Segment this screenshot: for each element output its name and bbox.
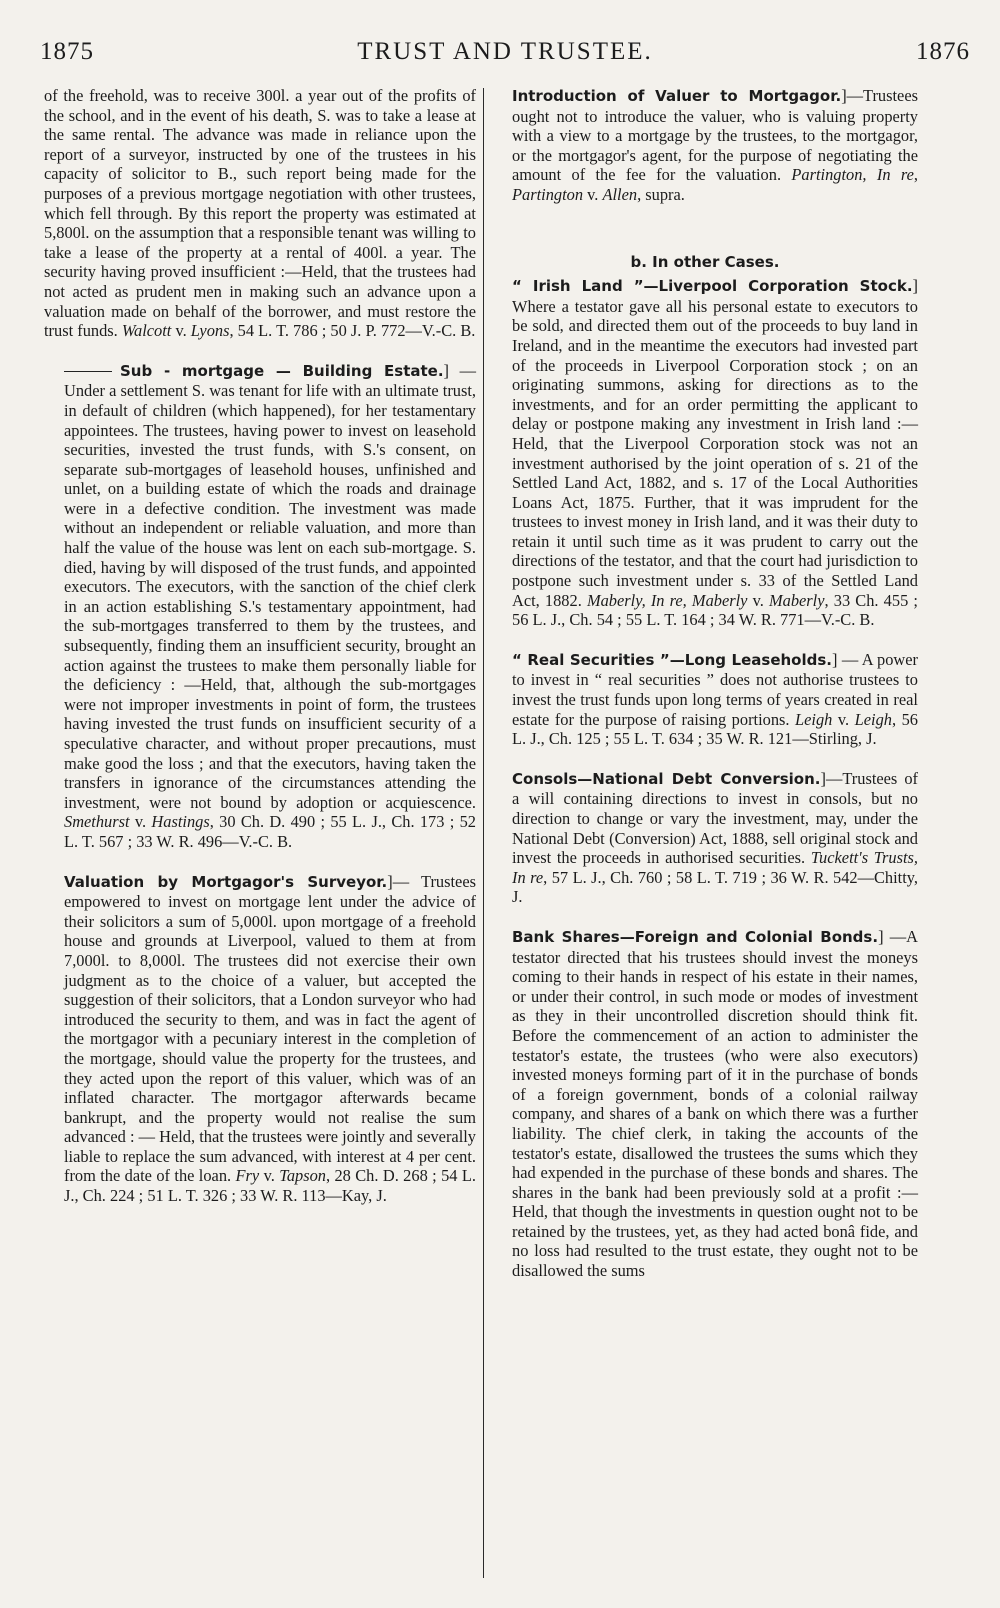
- paragraph-text: ] —A testator directed that his trustees should invest the moneys coming to their hands in respect of his estate in their names, or under their control, in such mode or modes of investment as they in their uncontrolled discretion should think fit. Before the commencement of an action to administer the testator's estate, the trustees (who were also executors) invested moneys forming part of it in the purchase of bonds of a foreign government, bonds of a colonial railway company, and shares of a bank on which there was a further liability. The chief clerk, in taking the accounts of the testator's estate, disallowed the trustees the sums which they had expended in the purchase of these bonds and shares. The shares in the bank had been previously sold at a profit :—Held, that though the investments in question ought not to be retained by the trustees, yet, as they had acted bonâ fide, and no loss had resulted to the trust estate, they ought not to be disallowed the sums: [512, 926, 918, 1281]
- paragraph-text: ]— Trustees empowered to invest on mortgage lent under the advice of their solicitors a sum of 5,000l. upon mortgage of a freehold house and grounds at Liverpool, valued to them at from 7,000l. to 8,000l. The trustees did not exercise their own judgment as to the choice of a valuer, but accepted the suggestion of their solicitors, that a London surveyor who had introduced the security to them, and was in fact the agent of the mortgagor with a pecuniary interest in the completion of the mortgage, should value the property for the trustees, and they acted upon the report of this valuer, which was of an inflated character. The mortgagor afterwards became bankrupt, and the property would not realise the sum advanced : — Held, that the trustees were jointly and severally liable to replace the sum advanced, with interest at 4 per cent. from the date of the loan.: [64, 871, 476, 1186]
- citation: , 56 L. J., Ch. 125 ; 55 L. T. 634 ; 35 W. R. 121—Stirling, J.: [512, 709, 918, 749]
- paragraph-consols: [492, 769, 918, 907]
- versus: v.: [747, 590, 769, 610]
- paragraph-text: ] — Under a settlement S. was tenant for life with an ultimate trust, in default of children (which happened), for her testamentary appointees. The trustees, having power to invest on leasehold securities, invested the trust funds, with S.'s consent, on separate sub-mortgages of leasehold houses, unfinished and unlet, on a building estate of which the roads and drainage were in a defective condition. The investment was made without an independent or reliable valuation, and more than half the value of the house was lent on each sub-mortgage. S. died, having by will disposed of the trust funds, and appointed executors. The executors, with the sanction of the chief clerk in an action establishing S.'s testamentary appointment, had the sub-mortgages transferred to them by the trustees, and subsequently, finding them an insufficient security, brought an action against the trustees to make them personally liable for the deficiency : —Held, that, although the sub-mortgages were not improper investments in point of form, the trustees having invested the trust funds on insufficient security of a speculative character, and without proper precautions, must make good the loss ; and that the executors, having taken the transfers in ignorance of the circumstances attending the investment, were not bound by adoption or acquiescence.: [64, 360, 476, 812]
- page-header: [40, 38, 970, 78]
- case-name: Partington, In re: [791, 165, 914, 185]
- versus: v.: [832, 709, 855, 729]
- paragraph-text: ] — A power to invest in “ real securities ” does not authorise trustees to invest the trust funds upon long terms of years created in real estate for the purpose of raising portions.: [512, 649, 918, 729]
- case-name: Leigh: [854, 709, 892, 729]
- case-name: Partington: [512, 184, 584, 204]
- entry-heading: Bank Shares—Foreign and Colonial Bonds.: [512, 927, 879, 946]
- case-name: Tapson: [279, 1166, 326, 1186]
- running-title: TRUST AND TRUSTEE.: [357, 38, 653, 65]
- citation: , 33 Ch. 455 ; 56 L. J., Ch. 54 ; 55 L. T. 164 ; 34 W. R. 771—V.-C. B.: [512, 590, 918, 630]
- paragraph-irish-land: [492, 276, 918, 630]
- citation: , 57 L. J., Ch. 760 ; 58 L. T. 719 ; 36 W. R. 542—Chitty, J.: [512, 867, 919, 907]
- versus: v.: [129, 812, 152, 832]
- entry-heading: Valuation by Mortgagor's Surveyor.: [64, 872, 388, 891]
- versus: v.: [583, 184, 603, 204]
- column-divider: [483, 88, 484, 1578]
- entry-heading: “ Irish Land ”—Liverpool Corporation Stock.: [512, 277, 913, 296]
- separator: ,: [913, 165, 918, 185]
- paragraph-walcott: [44, 86, 476, 341]
- paragraph-bank-shares: [492, 927, 918, 1281]
- left-page-number: 1875: [40, 38, 94, 65]
- paragraph-text: ]—Trustees of a will containing directions to invest in consols, but no direction to change or vary the investment, may, under the National Debt (Conversion) Act, 1888, sell original stock and invest the proceeds in authorised securities.: [512, 768, 918, 868]
- case-name: Hastings: [151, 812, 210, 832]
- left-column: [44, 86, 476, 1206]
- versus: v.: [171, 321, 191, 341]
- citation: , supra.: [637, 184, 685, 204]
- versus: v.: [259, 1166, 280, 1186]
- case-name: Smethurst: [64, 812, 130, 832]
- paragraph-text: of the freehold, was to receive 300l. a year out of the profits of the school, and in the event of his death, S. was to take a lease at the same rental. The advance was made in reliance upon the report of a surveyor, instructed by one of the trustees in his capacity of solicitor to B., such report being made for the purposes of a previous mortgage negotiation with other trustees, which fell through. By this report the property was estimated at 5,800l. on the assumption that a responsible tenant was willing to take a lease of the property at a rental of 400l. a year. The security having proved insufficient :—Held, that the trustees had not acted as prudent men in making such an advance upon a valuation made on behalf of the borrower, and must restore the trust funds.: [44, 86, 476, 341]
- case-name: Leigh: [795, 709, 833, 729]
- case-name: Tuckett's Trusts, In re: [512, 848, 918, 887]
- paragraph-text: ] Where a testator gave all his personal estate to executors to be sold, and directed them out of the proceeds to buy land in Ireland, and in the meantime the executors had invested part of the proceeds in Liverpool Corporation stock ; on an originating summons, asking for directions as to the investments, and for an order permitting the applicant to delay or postpone making any investment in Irish land :—Held, that the Liverpool Corporation stock was not an investment authorised by the joint operation of s. 21 of the Settled Land Act, 1882, and s. 17 of the Local Authorities Loans Act, 1875. Further, that it was imprudent for the trustees to invest money in Irish land, and it was their duty to retain it until such time as it was prudent to carry out the directions of the testator, and that the court had jurisdiction to postpone such investment under s. 33 of the Settled Land Act, 1882.: [512, 276, 918, 610]
- paragraph-real-securities: [492, 650, 918, 749]
- paragraph-introduction-of-valuer: [492, 86, 918, 205]
- case-name: Lyons: [190, 321, 230, 341]
- case-name: Maberly, In re, Maberly: [586, 590, 748, 610]
- paragraph-text: ]—Trustees ought not to introduce the valuer, who is valuing property with a view to a mortgage by the trustees, to the mortgagor, or the mortgagor's agent, for the purpose of negotiating the amount of the fee for the valuation.: [512, 86, 918, 185]
- case-name: Maberly: [768, 590, 825, 610]
- citation: , 54 L. T. 786 ; 50 J. P. 772—V.-C. B.: [229, 321, 476, 341]
- right-column: [492, 86, 918, 1281]
- entry-heading: Introduction of Valuer to Mortgagor.: [512, 87, 842, 105]
- case-name: Walcott: [121, 321, 172, 341]
- citation: , 30 Ch. D. 490 ; 55 L. J., Ch. 173 ; 52 L. T. 567 ; 33 W. R. 496—V.-C. B.: [64, 812, 476, 851]
- entry-heading: Consols—National Debt Conversion.: [512, 769, 821, 788]
- right-page-number: 1876: [916, 38, 970, 65]
- paragraph-sub-mortgage: [44, 361, 476, 852]
- em-rule: [64, 371, 112, 372]
- entry-heading: Sub - mortgage — Building Estate.: [120, 361, 444, 380]
- case-name: Fry: [235, 1166, 260, 1186]
- entry-heading: “ Real Securities ”—Long Leaseholds.: [512, 650, 832, 669]
- case-name: Allen: [602, 184, 638, 204]
- paragraph-valuation: [44, 872, 476, 1206]
- section-subheading: b. In other Cases.: [630, 252, 780, 271]
- citation: , 28 Ch. D. 268 ; 54 L. J., Ch. 224 ; 51 L. T. 326 ; 33 W. R. 113—Kay, J.: [64, 1166, 476, 1206]
